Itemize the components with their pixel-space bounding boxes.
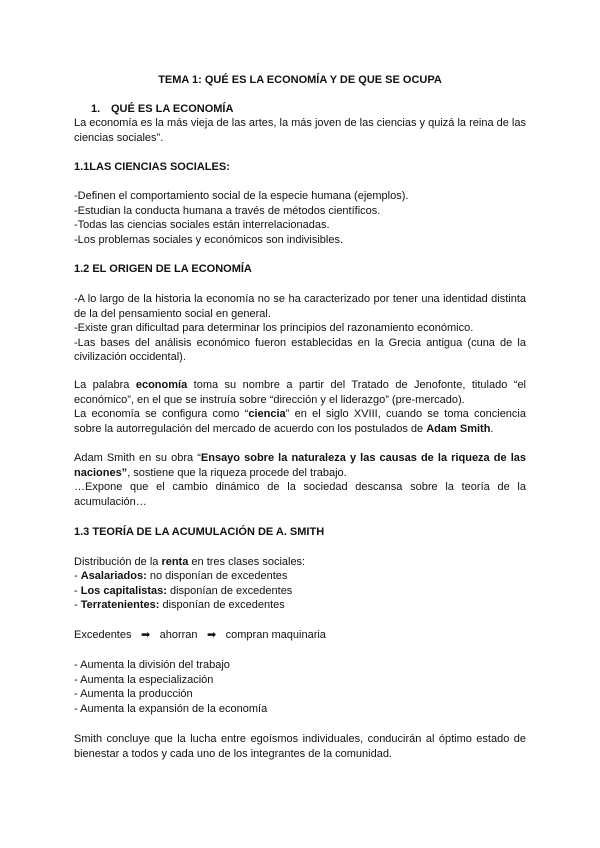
section-1-heading xyxy=(74,102,543,117)
arrow-right-icon: ➡ xyxy=(206,629,217,641)
text-run: - xyxy=(74,599,81,611)
conclusion-paragraph: Smith concluye que la lucha entre egoísmos individuales, conducirán al óptimo estado de bienestar a todos y cada uno de los integrantes de la comunidad. xyxy=(74,733,526,760)
section-1-1-list xyxy=(74,189,526,247)
effects-list xyxy=(74,658,526,716)
text-run: disponían de excedentes xyxy=(159,599,285,611)
paragraph-ciencia xyxy=(74,407,526,436)
list-item: - Aumenta la expansión de la economía xyxy=(74,702,268,715)
list-item: -Las bases del análisis económico fueron establecidas en la Grecia antigua (cuna de la civilización occidental). xyxy=(74,336,526,363)
text-run: La palabra xyxy=(74,379,136,391)
text-run: toma su nombre a partir del Tratado de Jenofonte, titulado “el económico”, en el que se instruía sobre “dirección y el liderazgo” (pre-mercado). xyxy=(74,379,527,406)
list-item: -A lo largo de la historia la economía no se ha caracterizado por tener una identidad distinta de la del pensamiento social en general. xyxy=(74,293,526,320)
section-1-2-list xyxy=(74,292,526,365)
text-run: no disponían de excedentes xyxy=(146,570,288,582)
paragraph-adam-smith xyxy=(74,451,526,480)
list-item: - Aumenta la división del trabajo xyxy=(74,659,230,671)
text-run: . xyxy=(490,422,494,435)
renta-intro xyxy=(74,555,526,570)
paragraph-acumulacion: …Expone que el cambio dinámico de la sociedad descansa sobre la teoría de la acumulación… xyxy=(74,481,526,508)
section-1-number: 1. xyxy=(91,103,101,115)
bold-term: Terratenientes: xyxy=(80,599,160,611)
text-run: , sostiene que la riqueza procede del trabajo. xyxy=(127,466,347,479)
social-classes-list xyxy=(74,569,526,613)
list-item: - Aumenta la producción xyxy=(74,688,193,700)
text-run: - xyxy=(74,570,81,582)
text-run: en tres clases sociales: xyxy=(188,556,306,568)
arrow-right-icon: ➡ xyxy=(140,629,151,641)
flow-step: compran maquinaria xyxy=(225,629,326,641)
bold-term: Ensayo sobre la naturaleza y las causas de la riqueza de las naciones” xyxy=(74,452,527,479)
list-item xyxy=(74,584,526,599)
bold-term: Adam Smith xyxy=(426,422,491,435)
section-1-2-heading: 1.2 EL ORIGEN DE LA ECONOMÍA xyxy=(74,263,252,275)
bold-term: Los capitalistas: xyxy=(80,584,167,597)
document-title: TEMA 1: QUÉ ES LA ECONOMÍA Y DE QUE SE OCUPA xyxy=(158,74,442,86)
list-item: -Todas las ciencias sociales están interrelacionadas. xyxy=(74,219,330,231)
list-item: -Los problemas sociales y económicos son indivisibles. xyxy=(74,233,344,246)
text-run: - xyxy=(74,584,81,597)
text-run: Distribución de la xyxy=(74,556,162,568)
bold-term: economía xyxy=(135,379,188,391)
list-item xyxy=(74,598,526,613)
list-item: - Aumenta la especialización xyxy=(74,673,214,686)
section-1-1-heading: 1.1LAS CIENCIAS SOCIALES: xyxy=(74,161,230,173)
paragraph-economia xyxy=(74,378,526,407)
text-run: La economía se configura como “ xyxy=(74,408,249,420)
text-run: Adam Smith en su obra “ xyxy=(74,452,201,464)
flow-step: Excedentes xyxy=(74,629,132,641)
bold-term: renta xyxy=(161,556,189,568)
list-item: -Definen el comportamiento social de la especie humana (ejemplos). xyxy=(74,190,409,202)
flow-line xyxy=(74,628,526,643)
bold-term: Asalariados: xyxy=(80,570,147,582)
list-item: -Existe gran dificultad para determinar los principios del razonamiento económico. xyxy=(74,322,474,334)
text-run: disponían de excedentes xyxy=(166,584,293,597)
list-item: -Estudian la conducta humana a través de métodos científicos. xyxy=(74,204,381,217)
list-item xyxy=(74,569,526,584)
section-1-text: La economía es la más vieja de las artes, la más joven de las ciencias y quizá la reina de las ciencias sociales”. xyxy=(74,117,526,144)
bold-term: ciencia xyxy=(248,408,286,420)
text-run: ” en el siglo XVIII, cuando se toma conciencia sobre la autorregulación del mercado de acuerdo con los postulados de xyxy=(74,408,526,435)
section-1-3-heading: 1.3 TEORÍA DE LA ACUMULACIÓN DE A. SMITH xyxy=(74,526,325,538)
flow-step: ahorran xyxy=(159,629,198,641)
section-1-title: QUÉ ES LA ECONOMÍA xyxy=(111,103,234,115)
